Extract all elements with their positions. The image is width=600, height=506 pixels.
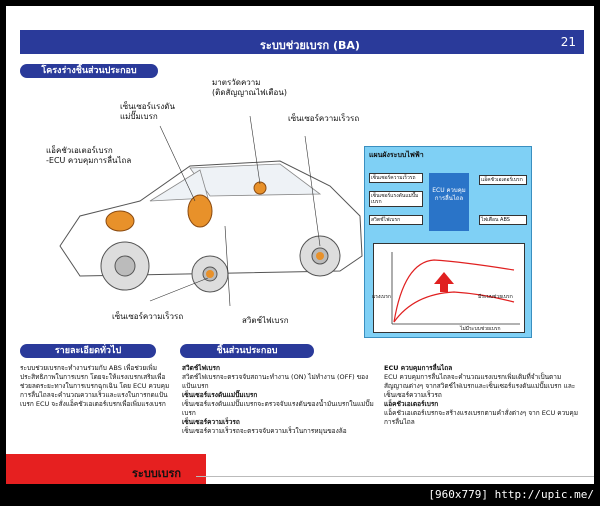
- stop-switch-title: สวิตช์ไฟเบรก: [182, 364, 220, 372]
- speed-sensor-text: เซ็นเซอร์ความเร็วรถจะตรวจจับความเร็วในการหมุนของล้อ: [182, 427, 347, 435]
- diagram-output-abs-lamp: ไฟเตือน ABS: [479, 215, 527, 225]
- speed-sensor-title: เซ็นเซอร์ความเร็วรถ: [182, 418, 240, 426]
- watermark: [960x779] http://upic.me/: [428, 488, 594, 501]
- graph-y-label: แรงเบรก: [372, 294, 391, 300]
- diagram-input-speed: เซ็นเซอร์ความเร็วรถ: [369, 173, 423, 183]
- stop-switch-text: สวิตช์ไฟเบรกจะตรวจจับสถานะทำงาน (ON) ไม่ทำงาน (OFF) ของแป้นเบรก: [182, 373, 369, 390]
- components-column-1: [182, 364, 378, 436]
- actuator-part: [106, 211, 134, 231]
- section-general-heading: รายละเอียดทั่วไป: [20, 344, 156, 358]
- label-speed-sensor-top: เซ็นเซอร์ความเร็วรถ: [288, 114, 360, 123]
- diagram-title: แผนผังระบบไฟฟ้า: [369, 151, 424, 159]
- label-meter: มาตรวัดความ (ติดสัญญาณไฟเตือน): [212, 78, 287, 97]
- graph-curve-label: มีระบบช่วยเบรก: [478, 294, 513, 300]
- page-title: ระบบช่วยเบรก (BA): [260, 39, 360, 52]
- footer-tab: [6, 454, 206, 484]
- pressure-sensor-text: เซ็นเซอร์แรงดันแม่ปั๊มเบรกจะตรวจจับแรงดันของน้ำมันเบรกในแม่ปั๊มเบรก: [182, 400, 374, 417]
- components-column-2: [384, 364, 582, 427]
- ecu-title: ECU ควบคุมการลื่นไถล: [384, 364, 453, 372]
- ecu-text: ECU ควบคุมการลื่นไถลจะคำนวณแรงเบรกเพิ่มเติมที่จำเป็นตามสัญญาณต่างๆ จากสวิตช์ไฟเบรกและเซ็นเซอร์แรงดันแม่ปั๊มเบรก และเซ็นเซอร์ความเร็วรถ: [384, 373, 576, 399]
- manual-page: [6, 6, 594, 484]
- general-description: ระบบช่วยเบรกจะทำงานร่วมกับ ABS เพื่อช่วยเพิ่มประสิทธิภาพในการเบรก โดยจะให้แรงเบรกเสริมเพื่อช่วยลดระยะทางในการเบรกฉุกเฉิน โดย ECU ควบคุมการลื่นไถลจะคำนวณความเร็วและแรงในการกดแป้นเบรก ECU จะสั่งแอ็คชัวเอเตอร์เบรกเพื่อเพิ่มแรงเบรก: [20, 364, 170, 408]
- page-number: 21: [560, 35, 576, 49]
- diagram-ecu: ECU ควบคุมการลื่นไถล: [429, 173, 469, 231]
- section-parts-heading: โครงร่างชิ้นส่วนประกอบ: [20, 64, 158, 78]
- electrical-diagram: [364, 146, 532, 338]
- header-bar: [20, 30, 584, 54]
- label-pressure-sensor: เซ็นเซอร์แรงดัน แม่ปั๊มเบรก: [120, 102, 175, 121]
- footer-tab-label: ระบบเบรก: [132, 467, 182, 480]
- section-components-heading: ชิ้นส่วนประกอบ: [180, 344, 314, 358]
- footer-divider: [196, 476, 594, 477]
- diagram-input-switch: สวิตช์ไฟเบรก: [369, 215, 423, 225]
- car-illustration: [50, 106, 370, 316]
- graph-curve-label2: ไม่มีระบบช่วยเบรก: [460, 326, 501, 332]
- actuator-text: แอ็คชัวเอเตอร์เบรกจะสร้างแรงเบรกตามคำสั่งต่างๆ จาก ECU ควบคุมการลื่นไถล: [384, 409, 579, 426]
- curve-with-ba: [394, 260, 514, 322]
- brake-force-graph: [373, 243, 525, 333]
- diagram-output-actuator: แอ็คชัวเอเตอร์เบรก: [479, 175, 527, 185]
- master-cylinder-part: [188, 195, 212, 227]
- actuator-title: แอ็คชัวเอเตอร์เบรก: [384, 400, 439, 408]
- label-actuator: แอ็คชัวเอเตอร์เบรก -ECU ควบคุมการลื่นไถล: [46, 146, 132, 165]
- label-speed-sensor-bottom: เซ็นเซอร์ความเร็วรถ: [112, 312, 184, 321]
- label-stop-switch: สวิตช์ไฟเบรก: [242, 316, 289, 325]
- diagram-input-pressure: เซ็นเซอร์แรงดันแม่ปั๊มเบรก: [369, 191, 423, 207]
- pressure-sensor-title: เซ็นเซอร์แรงดันแม่ปั๊มเบรก: [182, 391, 258, 399]
- arrow-up-icon: [434, 272, 454, 292]
